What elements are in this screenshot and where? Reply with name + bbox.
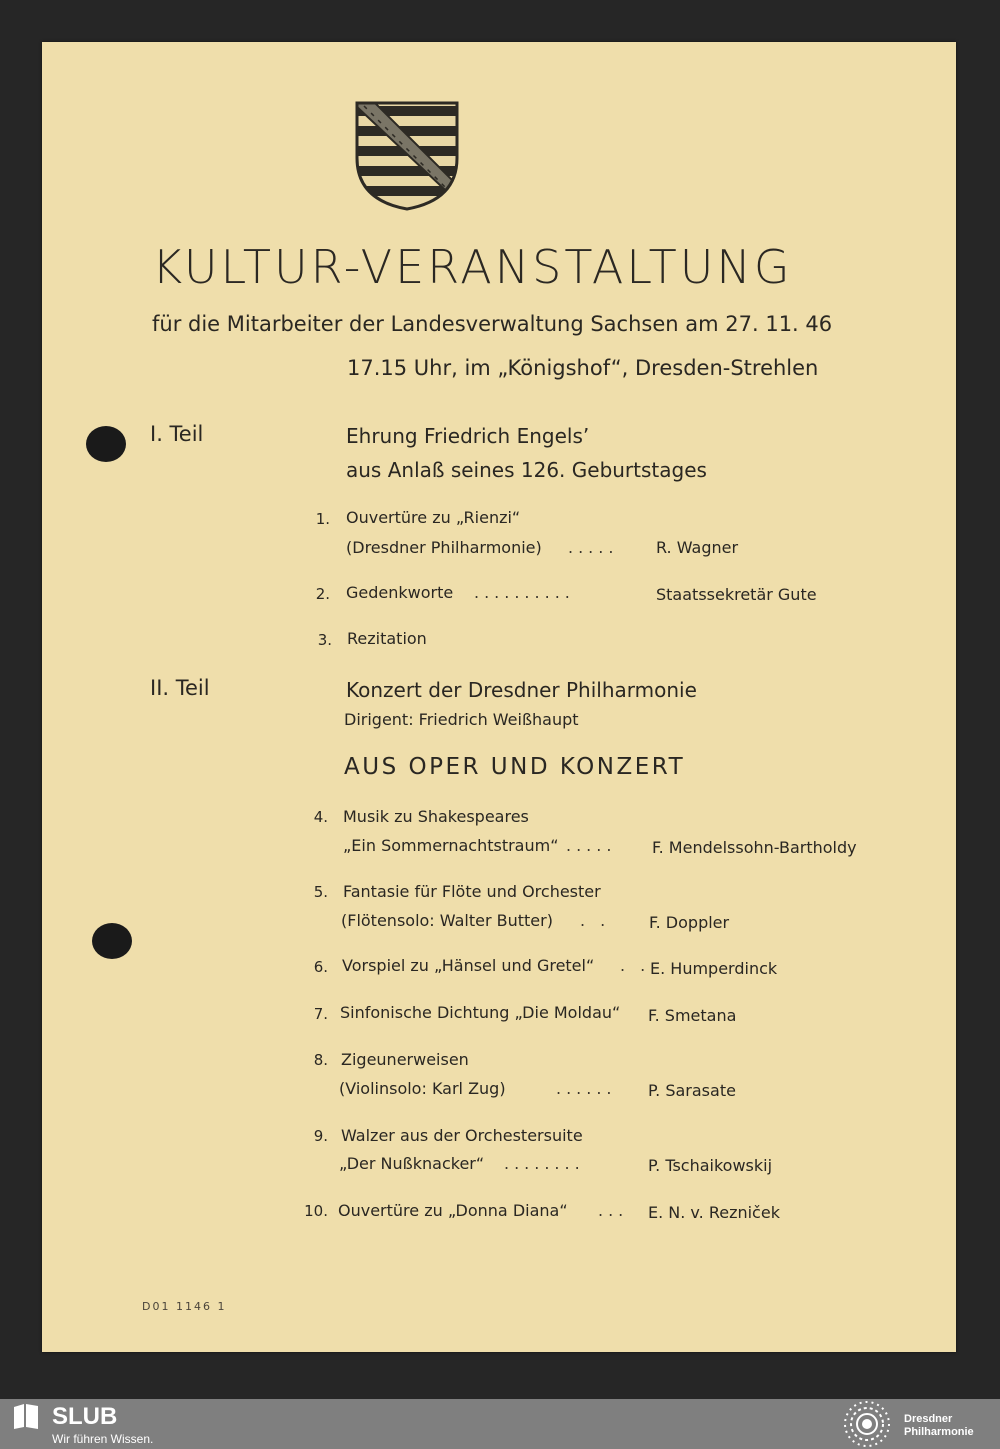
program-item-subtitle: (Violinsolo: Karl Zug) [339,1079,506,1098]
slub-book-icon [12,1403,40,1429]
part1-label: I. Teil [150,422,204,446]
program-item-composer: F. Doppler [649,913,730,932]
program-item-title: Rezitation [347,629,427,648]
archive-code: D01 1146 1 [142,1300,227,1313]
event-title: KULTUR-VERANSTALTUNG [152,240,793,294]
program-item-composer: E. Humperdinck [650,959,778,978]
program-item-number: 10. [304,1202,328,1220]
program-item-title: Ouvertüre zu „Rienzi“ [346,508,521,527]
part1-heading-line1: Ehrung Friedrich Engels’ [346,424,590,448]
punch-hole-top [86,426,126,462]
part2-heading: Konzert der Dresdner Philharmonie [346,678,697,702]
event-subtitle-line1: für die Mitarbeiter der Landesverwaltung Sachsen am 27. 11. 46 [152,312,833,336]
conductor: Dirigent: Friedrich Weißhaupt [344,710,579,729]
program-item-composer: P. Tschaikowskij [648,1156,773,1175]
saxony-coat-of-arms-icon [354,100,460,212]
partner-name-line1: Dresdner [904,1413,953,1425]
leader-dots: ..... [568,538,619,557]
library-name: SLUB [52,1403,118,1430]
program-sheet [42,42,956,1352]
program-item-title: Gedenkworte [346,583,454,602]
leader-dots: ........ [504,1154,585,1173]
program-item-title: Vorspiel zu „Hänsel und Gretel“ [342,956,595,975]
leader-dots: ...... [556,1079,617,1098]
part1-heading-line2: aus Anlaß seines 126. Geburtstages [346,458,707,482]
part2-label: II. Teil [150,676,210,700]
program-item-number: 5. [313,883,328,901]
footer-bar [0,1399,1000,1449]
program-item-composer: F. Smetana [648,1006,737,1025]
program-item-title: Sinfonische Dichtung „Die Moldau“ [340,1003,621,1022]
dresdner-philharmonie-logo-icon [840,1400,894,1448]
program-item-subtitle: „Ein Sommernachtstraum“ [343,836,559,855]
program-item-number: 1. [315,510,330,528]
leader-dots: .......... [474,583,575,602]
program-item-number: 3. [317,631,332,649]
program-item-number: 9. [313,1127,328,1145]
program-item-number: 7. [313,1005,328,1023]
program-item-title: Fantasie für Flöte und Orchester [343,882,601,901]
event-subtitle-line2: 17.15 Uhr, im „Königshof“, Dresden-Strehlen [347,356,819,380]
section-title: AUS OPER UND KONZERT [344,754,686,780]
program-item-title: Ouvertüre zu „Donna Diana“ [338,1201,568,1220]
program-item-composer: P. Sarasate [648,1081,736,1100]
library-tagline: Wir führen Wissen. [52,1432,154,1446]
program-item-subtitle: (Flötensolo: Walter Butter) [341,911,553,930]
program-item-subtitle: (Dresdner Philharmonie) [346,538,542,557]
program-item-composer: Staatssekretär Gute [656,585,817,604]
program-item-composer: R. Wagner [656,538,739,557]
partner-name [904,1413,974,1439]
program-item-title: Walzer aus der Orchestersuite [341,1126,583,1145]
program-item-title: Musik zu Shakespeares [343,807,529,826]
leader-dots: . . [580,911,611,930]
program-item-number: 2. [315,585,330,603]
program-item-number: 4. [313,808,328,826]
program-item-subtitle: „Der Nußknacker“ [339,1154,485,1173]
leader-dots: . . [620,956,651,975]
leader-dots: ... [598,1201,629,1220]
leader-dots: ..... [566,836,617,855]
program-item-number: 8. [313,1051,328,1069]
program-item-number: 6. [313,958,328,976]
program-item-composer: E. N. v. Rezniček [648,1203,780,1222]
partner-name-line2: Philharmonie [904,1426,974,1438]
punch-hole-bottom [92,923,132,959]
program-item-title: Zigeunerweisen [341,1050,469,1069]
program-item-composer: F. Mendelssohn-Bartholdy [652,838,857,857]
